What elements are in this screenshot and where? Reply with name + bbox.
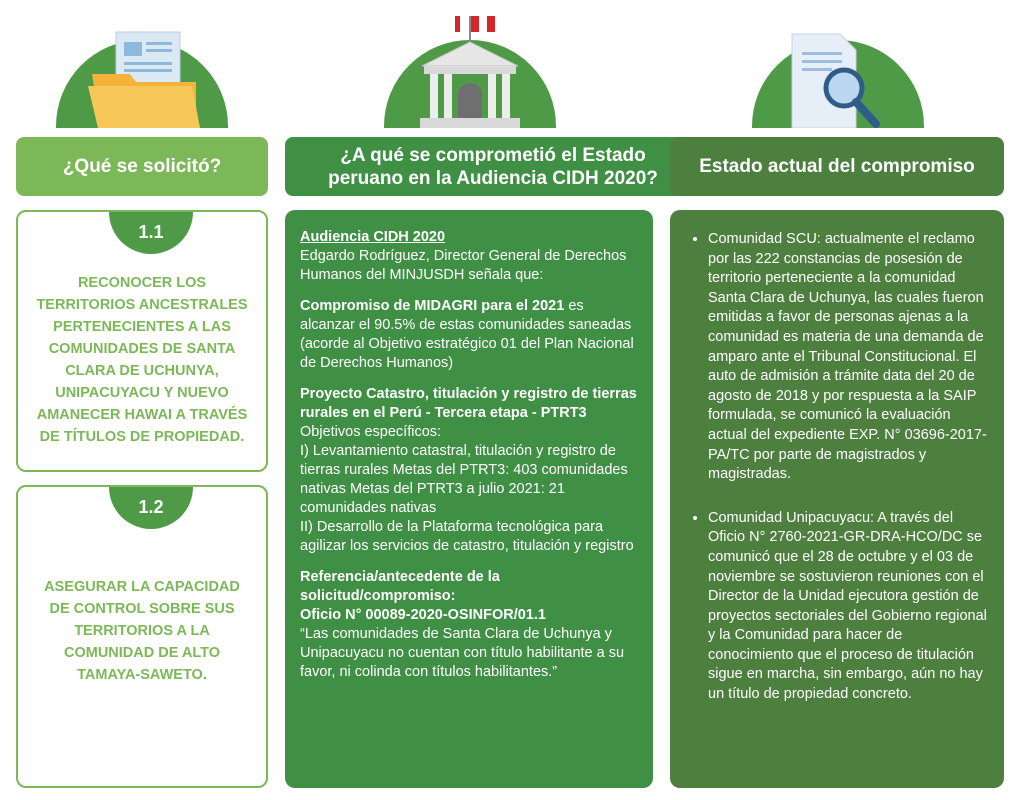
reference-office: Oficio N° 00089-2020-OSINFOR/01.1 <box>300 607 546 623</box>
project-title: Proyecto Catastro, titulación y registro de tierras rurales en el Perú - Tercera etapa - PTRT3 <box>300 386 637 421</box>
document-search-icon <box>782 30 902 128</box>
request-text: RECONOCER LOS TERRITORIOS ANCESTRALES PERTENECIENTES A LAS COMUNIDADES DE SANTA CLARA DE UCHUNYA, UNIPACUYACU Y NUEVO AMANECER HAWAI A TRAVÉS DE TÍTULOS DE PROPIEDAD. <box>36 275 248 445</box>
status-item-scu: • Comunidad SCU: actualmente el reclamo por las 222 constancias de posesión de territorio perteneciente a la comunidad Santa Clara de Uchunya, las cuales fueron emitidas a favor de personas ajenas a la comunidad es materia de una demanda de amparo ante el Tribunal Constitucional. El auto de admisión a trámite data del 20 de agosto de 2018 y por respuesta a la SAIP formulada, se comunicó la evaluación actual del expediente EXP. N° 03696-2017-PA/TC por parte de magistrados y magistradas. <box>708 230 990 485</box>
midagri-commitment-text: es alcanzar el 90.5% de estas comunidades saneadas (acorde al Objetivo estratégico 01 del Plan Nacional de Derechos Humanos) <box>300 298 634 371</box>
reference-quote: “Las comunidades de Santa Clara de Uchunya y Unipacuyacu no cuentan con título habilitante a su favor, ni colinda con títulos habilitantes.” <box>300 626 625 680</box>
government-building-icon <box>400 10 540 128</box>
request-number-badge: 1.1 <box>109 212 193 254</box>
status-list <box>688 230 990 705</box>
document-dome <box>748 0 928 128</box>
header-what-requested: ¿Qué se solicitó? <box>16 137 268 196</box>
header-current-status: Estado actual del compromiso <box>670 137 1004 196</box>
hearing-text: Edgardo Rodríguez, Director General de Derechos Humanos del MINJUSDH señala que: <box>300 248 627 283</box>
building-dome <box>380 0 560 128</box>
request-card-1 <box>16 210 268 472</box>
hearing-title: Audiencia CIDH 2020 <box>300 229 446 245</box>
status-panel <box>670 210 1004 788</box>
status-item-unipacuyacu: • Comunidad Unipacuyacu: A través del Oficio N° 2760-2021-GR-DRA-HCO/DC se comunicó que el 28 de octubre y el 03 de noviembre se sostuvieron reuniones con el Director de la Unidad ejecutora gestión de proyectos sectoriales del Gobierno regional y la Comunidad para hacer de conocimiento que el proceso de titulación sigue en marcha, sin embargo, aún no hay un título de propiedad concreto. <box>708 509 990 705</box>
objective-1: I) Levantamiento catastral, titulación y registro de tierras rurales Metas del PTRT3: 403 comunidades nativas Metas del PTRT3 a julio 2021: 21 comunidades nativas <box>300 443 628 516</box>
folder-icon <box>86 28 206 128</box>
midagri-commitment-title: Compromiso de MIDAGRI para el 2021 <box>300 298 565 314</box>
objective-2: II) Desarrollo de la Plataforma tecnológica para agilizar los servicios de catastro, titulación y registro <box>300 519 634 554</box>
request-card-2 <box>16 485 268 788</box>
header-state-commitment: ¿A qué se comprometió el Estado peruano en la Audiencia CIDH 2020? <box>285 137 701 196</box>
commitment-panel <box>285 210 653 788</box>
objectives-label: Objetivos específicos: <box>300 424 442 440</box>
reference-title: Referencia/antecedente de la solicitud/compromiso: <box>300 569 500 604</box>
folder-dome <box>56 0 236 128</box>
request-number-badge: 1.2 <box>109 487 193 529</box>
request-text: ASEGURAR LA CAPACIDAD DE CONTROL SOBRE SUS TERRITORIOS A LA COMUNIDAD DE ALTO TAMAYA-SAWETO. <box>44 579 240 683</box>
